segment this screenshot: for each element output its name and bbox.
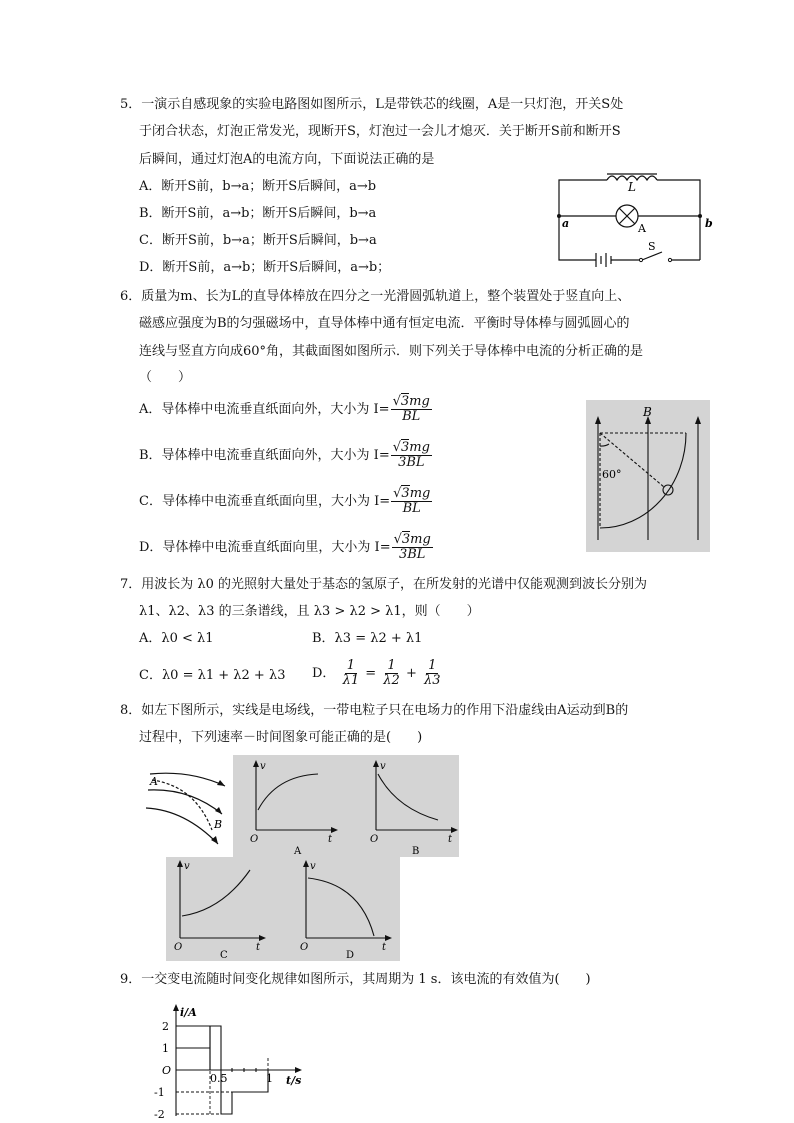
q9-y-tick-1: 1 <box>162 1042 169 1055</box>
q6-option-b-den: 3BL <box>398 455 425 470</box>
q8-field-lines-diagram <box>140 766 232 846</box>
q7-line-1: 7．用波长为 λ0 的光照射大量处于基态的氢原子，在所发射的光谱中仅能观测到波长分别为 <box>120 577 648 592</box>
q8-graph-c-o: O <box>174 942 183 953</box>
q6-option-d-sqrt: 3 <box>401 532 411 547</box>
q7-option-b: B．λ3 = λ2 + λ1 <box>312 631 423 646</box>
q7-line-2: λ1、λ2、λ3 的三条谱线，且 λ3 > λ2 > λ1，则（ ） <box>139 604 480 619</box>
q8-line-1: 8．如左下图所示，实线是电场线，一带电粒子只在电场力的作用下沿虚线由A运动到B的 <box>120 703 629 718</box>
q8-end-label: B <box>214 818 223 831</box>
q5-option-d: D．断开S前，a→b；断开S后瞬间，a→b； <box>139 260 391 275</box>
q7-option-c: C．λ0 = λ1 + λ2 + λ3 <box>139 668 286 683</box>
q9-y-axis-label: i/A <box>180 1006 197 1019</box>
q9-y-tick-neg1: -1 <box>154 1086 165 1099</box>
q8-graph-b-t: t <box>448 834 453 845</box>
q7-option-d <box>312 656 443 692</box>
q6-option-b: B．导体棒中电流垂直纸面向外，大小为 I= $\frac{√3mg}{3BL}$ <box>139 440 430 470</box>
q9-origin-label: O <box>162 1064 172 1077</box>
q7-option-d-den-3: λ3 <box>423 673 441 688</box>
q8-graph-a-o: O <box>250 834 259 845</box>
q8-graph-c <box>172 858 268 960</box>
q5-line-2: 于闭合状态，灯泡正常发光，现断开S，灯泡过一会儿才熄灭．关于断开S前和断开S <box>139 124 621 139</box>
q5-line-3: 后瞬间，通过灯泡A的电流方向，下面说法正确的是 <box>139 152 435 167</box>
q6-option-d-text: D．导体棒中电流垂直纸面向里，大小为 I= <box>139 540 391 555</box>
q5-line-1: 5．一演示自感现象的实验电路图如图所示，L是带铁芯的线圈，A是一只灯泡，开关S处 <box>120 97 624 112</box>
q5-switch-label: S <box>648 240 656 253</box>
q7-option-d-den-1: λ1 <box>342 673 360 688</box>
q6-option-c-num: mg <box>409 486 431 501</box>
q8-graph-a-v: v <box>260 761 266 772</box>
q5-option-a: A．断开S前，b→a；断开S后瞬间，a→b <box>139 179 377 194</box>
q6-arc-diagram <box>586 400 710 552</box>
q6-option-d: D．导体棒中电流垂直纸面向里，大小为 I= $\frac{√3mg}{3BL}$ <box>139 532 431 562</box>
q6-line-4: （ ） <box>139 370 192 385</box>
q7-option-d-label: D． <box>312 666 336 681</box>
q6-option-c: C．导体棒中电流垂直纸面向里，大小为 I= $\frac{√3mg}{BL}$ <box>139 486 431 516</box>
q8-graph-d-t: t <box>382 942 387 953</box>
q7-option-d-op-equals: = <box>365 666 377 681</box>
q9-x-axis-label: t/s <box>286 1074 302 1087</box>
q8-graph-a-t: t <box>328 834 333 845</box>
q8-graph-b-o: O <box>370 834 379 845</box>
q6-line-3: 连线与竖直方向成60°角，其截面图如图所示．则下列关于导体棒中电流的分析正确的是 <box>139 344 644 359</box>
q8-graph-c-v: v <box>184 861 190 872</box>
q5-option-c: C．断开S前，b→a；断开S后瞬间，b→a <box>139 233 377 248</box>
q6-field-label: B <box>643 405 652 419</box>
q6-option-b-num: mg <box>409 440 430 455</box>
q7-option-a: A．λ0 < λ1 <box>139 631 214 646</box>
q6-option-d-num: mg <box>410 532 431 547</box>
q6-angle-label: 60° <box>602 468 622 481</box>
q6-line-1: 6．质量为m、长为L的直导体棒放在四分之一光滑圆弧轨道上，整个装置处于竖直向上、 <box>120 289 631 304</box>
q6-option-c-den: BL <box>402 501 421 516</box>
q8-graph-b-label: B <box>412 846 420 856</box>
q7-option-d-num-2: 1 <box>387 658 396 673</box>
q8-graph-b-v: v <box>380 761 386 772</box>
q7-option-d-op-plus: + <box>405 666 417 681</box>
q8-graph-b <box>366 758 460 856</box>
q6-option-a-num: mg <box>409 394 430 409</box>
q9-y-tick-neg2: -2 <box>154 1108 165 1120</box>
q6-option-b-text: B．导体棒中电流垂直纸面向外，大小为 I= <box>139 448 390 463</box>
q8-graph-c-label: C <box>220 950 228 960</box>
q9-y-tick-2: 2 <box>162 1020 169 1033</box>
q9-current-graph <box>150 1002 310 1120</box>
q8-graph-d <box>300 858 394 960</box>
q6-option-a: A．导体棒中电流垂直纸面向外，大小为 I= $\frac{√3mg}{BL}$ <box>139 394 430 424</box>
q7-option-d-den-2: λ2 <box>383 673 400 688</box>
q6-option-a-text: A．导体棒中电流垂直纸面向外，大小为 I= <box>139 402 390 417</box>
q6-option-c-text: C．导体棒中电流垂直纸面向里，大小为 I= <box>139 494 391 509</box>
q9-x-tick-half: 0.5 <box>210 1072 228 1085</box>
q6-option-d-den: 3BL <box>398 547 426 562</box>
q5-node-a-label: a <box>562 217 570 230</box>
q6-option-a-sqrt: 3 <box>400 394 410 409</box>
q8-graph-d-o: O <box>300 942 309 953</box>
q5-option-b: B．断开S前，a→b；断开S后瞬间，b→a <box>139 206 377 221</box>
q5-circuit-diagram <box>552 166 722 274</box>
q6-option-b-sqrt: 3 <box>401 440 410 455</box>
q8-start-label: A <box>150 775 158 788</box>
q8-graph-c-t: t <box>256 942 261 953</box>
q6-option-c-sqrt: 3 <box>401 486 410 501</box>
q6-option-a-den: BL <box>402 409 421 424</box>
q8-graph-d-label: D <box>346 950 355 960</box>
q9-line-1: 9．一交变电流随时间变化规律如图所示，其周期为 1 s．该电流的有效值为( ) <box>120 972 591 987</box>
q6-line-2: 磁感应强度为B的匀强磁场中，直导体棒中通有恒定电流．平衡时导体棒与圆弧圆心的 <box>139 316 630 331</box>
q8-line-2: 过程中，下列速率－时间图象可能正确的是( ) <box>139 730 423 745</box>
q5-coil-label: L <box>628 180 636 194</box>
q7-option-d-num-3: 1 <box>428 658 437 673</box>
q9-x-tick-one: 1 <box>266 1072 273 1085</box>
q8-graph-d-v: v <box>310 861 316 872</box>
q5-lamp-label: A <box>638 222 646 235</box>
q8-graph-a <box>246 758 340 856</box>
q8-graph-a-label: A <box>294 846 302 856</box>
q7-option-d-num-1: 1 <box>346 658 355 673</box>
q5-node-b-label: b <box>705 217 713 230</box>
